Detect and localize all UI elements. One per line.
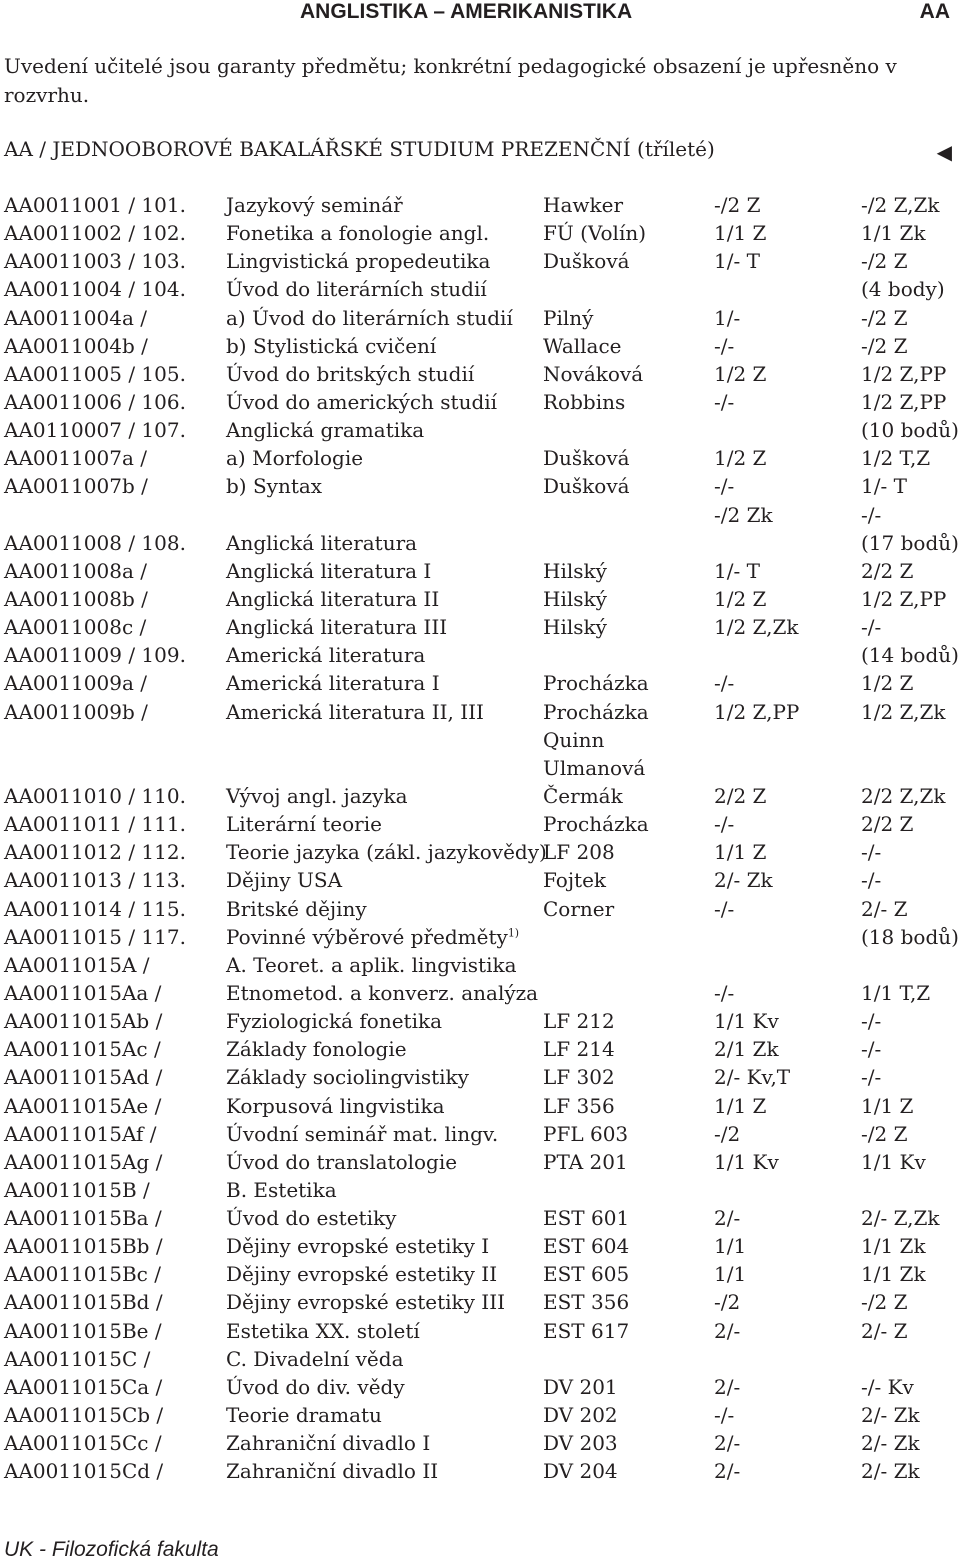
course-semester-1: 1/1 Z [714, 840, 767, 865]
course-teacher: Ulmanová [543, 755, 646, 780]
course-semester-1: 1/1 [714, 1262, 747, 1287]
course-code: AA0011015Cb / [4, 1403, 164, 1428]
course-semester-1: -/- [714, 812, 735, 837]
course-semester-1: 1/2 Z [714, 361, 767, 386]
course-semester-1: -/- [714, 333, 735, 358]
course-teacher: DV 203 [543, 1431, 618, 1456]
course-name: Úvod do amerických studií [226, 389, 498, 414]
course-semester-1: 1/1 Kv [714, 1149, 779, 1174]
course-code: AA0011010 / 110. [4, 783, 186, 808]
footer-text: UK - Filozofická fakulta [4, 1538, 219, 1561]
course-code: AA0011004 / 104. [4, 277, 186, 302]
course-semester-2: 1/2 Z,PP [861, 361, 947, 386]
course-name: Lingvistická propedeutika [226, 249, 491, 274]
course-teacher: PTA 201 [543, 1149, 628, 1174]
table-row [4, 1319, 960, 1347]
course-semester-1: -/- [714, 671, 735, 696]
course-teacher: Nováková [543, 361, 644, 386]
course-semester-2: -/- [861, 1065, 882, 1090]
course-name: Úvod do translatologie [226, 1149, 458, 1174]
course-semester-1: 2/- Zk [714, 868, 773, 893]
course-code: AA0011004a / [4, 305, 147, 330]
course-teacher: Procházka [543, 812, 649, 837]
table-row [4, 897, 960, 925]
course-semester-2: 1/2 Z,PP [861, 586, 947, 611]
course-code: AA0011015Af / [4, 1121, 157, 1146]
table-row [4, 1262, 960, 1290]
table-row [4, 531, 960, 559]
course-semester-1: -/- [714, 896, 735, 921]
course-semester-2: 1/2 Z,Zk [861, 699, 946, 724]
course-semester-2: (10 bodů) [861, 418, 959, 443]
table-row [4, 615, 960, 643]
course-semester-2: -/- [861, 1009, 882, 1034]
course-semester-2: 2/- Zk [861, 1459, 920, 1484]
course-name: Úvodní seminář mat. lingv. [226, 1121, 499, 1146]
course-semester-2: -/2 Z [861, 1290, 908, 1315]
course-semester-2: 2/2 Z [861, 812, 914, 837]
course-semester-2: (17 bodů) [861, 530, 959, 555]
course-semester-2: 2/2 Z [861, 558, 914, 583]
table-row [4, 1122, 960, 1150]
course-name: Úvod do estetiky [226, 1206, 397, 1231]
table-row [4, 981, 960, 1009]
course-semester-2: 1/1 Kv [861, 1149, 926, 1174]
course-semester-2: 2/- Z,Zk [861, 1206, 940, 1231]
course-semester-2: 1/2 Z [861, 671, 914, 696]
course-semester-1: 1/2 Z,Zk [714, 615, 799, 640]
course-name: Povinné výběrové předměty$^{1)}$ [226, 924, 520, 949]
table-row [4, 868, 960, 896]
table-row [4, 277, 960, 305]
course-semester-1: 2/- Kv,T [714, 1065, 791, 1090]
course-teacher: Pilný [543, 305, 594, 330]
course-code: AA0011013 / 113. [4, 868, 186, 893]
course-code: AA0110007 / 107. [4, 418, 186, 443]
course-code: AA0011015 / 117. [4, 924, 186, 949]
course-code: AA0011002 / 102. [4, 221, 186, 246]
course-semester-2: (18 bodů) [861, 924, 959, 949]
course-code: AA0011015Bd / [4, 1290, 163, 1315]
course-semester-1: -/- [714, 389, 735, 414]
course-semester-2: 1/2 Z,PP [861, 389, 947, 414]
course-semester-2: -/- [861, 615, 882, 640]
table-row [4, 1375, 960, 1403]
table-row [4, 1065, 960, 1093]
course-code: AA0011003 / 103. [4, 249, 186, 274]
course-name: Vývoj angl. jazyka [226, 783, 408, 808]
course-semester-1: 1/1 Z [714, 1093, 767, 1118]
course-semester-2: (4 body) [861, 277, 945, 302]
table-row [4, 1094, 960, 1122]
course-semester-1: 1/1 Kv [714, 1009, 779, 1034]
course-semester-1: 1/- T [714, 558, 760, 583]
section-title: AA / JEDNOOBOROVÉ BAKALÁŘSKÉ STUDIUM PREZENČNÍ (tříleté) [4, 137, 715, 161]
course-code: AA0011008c / [4, 615, 147, 640]
course-semester-1: 2/- [714, 1431, 741, 1456]
course-semester-2: 1/1 Z [861, 1093, 914, 1118]
course-teacher: Corner [543, 896, 615, 921]
course-code: AA0011015Ac / [4, 1037, 161, 1062]
page-code: AA [919, 0, 950, 23]
course-name: Úvod do britských studií [226, 361, 475, 386]
course-teacher: Wallace [543, 333, 622, 358]
course-semester-2: 2/- Zk [861, 1403, 920, 1428]
course-name: b) Syntax [226, 474, 323, 499]
course-semester-2: -/2 Z [861, 333, 908, 358]
course-teacher: Quinn [543, 727, 605, 752]
table-row [4, 812, 960, 840]
course-semester-1: 1/- [714, 305, 741, 330]
course-code: AA0011009b / [4, 699, 148, 724]
course-teacher: Hilský [543, 558, 607, 583]
table-row [4, 559, 960, 587]
course-name: Americká literatura [226, 643, 426, 668]
course-semester-2: 1/1 Zk [861, 1262, 926, 1287]
table-row [4, 1431, 960, 1459]
table-row [4, 503, 960, 531]
course-code: AA0011015Bb / [4, 1234, 163, 1259]
course-teacher: EST 604 [543, 1234, 630, 1259]
course-code: AA0011006 / 106. [4, 389, 186, 414]
course-code: AA0011015Cd / [4, 1459, 164, 1484]
course-teacher: LF 356 [543, 1093, 615, 1118]
course-name: Zahraniční divadlo II [226, 1459, 439, 1484]
course-name: Teorie jazyka (zákl. jazykovědy) [226, 840, 547, 865]
course-name: Anglická gramatika [226, 418, 425, 443]
course-code: AA0011015Cc / [4, 1431, 162, 1456]
course-semester-2: 1/2 T,Z [861, 446, 931, 471]
course-name: Anglická literatura II [226, 586, 440, 611]
course-teacher: Dušková [543, 446, 630, 471]
course-code: AA0011008 / 108. [4, 530, 186, 555]
course-code: AA0011015Aa / [4, 980, 162, 1005]
table-row [4, 1178, 960, 1206]
course-teacher: LF 302 [543, 1065, 615, 1090]
course-code: AA0011011 / 111. [4, 812, 186, 837]
course-teacher: PFL 603 [543, 1121, 629, 1146]
course-code: AA0011005 / 105. [4, 361, 186, 386]
course-semester-1: -/- [714, 1403, 735, 1428]
table-row [4, 249, 960, 277]
course-name: Etnometod. a konverz. analýza [226, 980, 539, 1005]
course-semester-2: 2/2 Z,Zk [861, 783, 946, 808]
table-row [4, 334, 960, 362]
course-semester-1: -/2 Z [714, 193, 761, 217]
course-code: AA0011001 / 101. [4, 193, 186, 217]
course-name: Anglická literatura III [226, 615, 448, 640]
page-header [0, 0, 960, 24]
table-row [4, 587, 960, 615]
course-teacher: Procházka [543, 671, 649, 696]
table-row [4, 418, 960, 446]
table-row [4, 784, 960, 812]
course-code: AA0011007a / [4, 446, 147, 471]
course-semester-2: -/- [861, 868, 882, 893]
table-row [4, 840, 960, 868]
table-row [4, 643, 960, 671]
course-semester-2: -/- [861, 840, 882, 865]
course-name: Teorie dramatu [226, 1403, 382, 1428]
course-name: Zahraniční divadlo I [226, 1431, 431, 1456]
course-teacher: LF 214 [543, 1037, 615, 1062]
course-teacher: LF 212 [543, 1009, 615, 1034]
course-teacher: EST 605 [543, 1262, 630, 1287]
course-teacher: LF 208 [543, 840, 615, 865]
course-name: Dějiny evropské estetiky II [226, 1262, 498, 1287]
course-name: Korpusová lingvistika [226, 1093, 445, 1118]
course-teacher: Robbins [543, 389, 626, 414]
course-name: Fonetika a fonologie angl. [226, 221, 490, 246]
course-teacher: DV 201 [543, 1374, 618, 1399]
course-code: AA0011015B / [4, 1177, 150, 1202]
course-teacher: Hilský [543, 586, 607, 611]
course-code: AA0011015Ad / [4, 1065, 163, 1090]
course-semester-2: 1/1 Zk [861, 1234, 926, 1259]
course-code: AA0011012 / 112. [4, 840, 186, 865]
table-row [4, 1459, 960, 1487]
course-code: AA0011015C / [4, 1346, 151, 1371]
table-row [4, 1290, 960, 1318]
course-name: Americká literatura II, III [226, 699, 484, 724]
course-semester-1: -/2 [714, 1121, 741, 1146]
course-semester-2: -/- Kv [861, 1374, 914, 1399]
course-name: Jazykový seminář [226, 193, 403, 217]
course-semester-2: 2/- Z [861, 896, 908, 921]
course-code: AA0011015Ca / [4, 1374, 163, 1399]
course-teacher: EST 617 [543, 1318, 630, 1343]
course-semester-1: 1/1 Z [714, 221, 767, 246]
course-code: AA0011009 / 109. [4, 643, 186, 668]
course-name: Úvod do div. vědy [226, 1374, 405, 1399]
course-code: AA0011015A / [4, 952, 150, 977]
course-teacher: Fojtek [543, 868, 607, 893]
course-teacher: Čermák [543, 783, 623, 808]
course-teacher: DV 204 [543, 1459, 618, 1484]
course-semester-2: -/2 Z [861, 249, 908, 274]
course-name: Úvod do literárních studií [226, 277, 487, 302]
course-code: AA0011015Ab / [4, 1009, 163, 1034]
course-semester-1: -/- [714, 474, 735, 499]
table-row [4, 953, 960, 981]
course-name: Základy sociolingvistiky [226, 1065, 469, 1090]
table-row [4, 306, 960, 334]
course-name: Britské dějiny [226, 896, 367, 921]
table-row [4, 1206, 960, 1234]
course-name: Estetika XX. století [226, 1318, 420, 1343]
course-teacher: Procházka [543, 699, 649, 724]
table-row [4, 671, 960, 699]
course-semester-2: 1/1 Zk [861, 221, 926, 246]
table-row [4, 390, 960, 418]
course-name: a) Úvod do literárních studií [226, 305, 513, 330]
course-teacher: FÚ (Volín) [543, 221, 647, 246]
course-teacher: Hawker [543, 193, 623, 217]
course-name: B. Estetika [226, 1177, 337, 1202]
course-semester-2: -/- [861, 1037, 882, 1062]
course-semester-1: 1/1 [714, 1234, 747, 1259]
intro-text: Uvedení učitelé jsou garanty předmětu; konkrétní pedagogické obsazení je upřesněno v rozvrhu. [4, 54, 897, 107]
course-semester-1: 2/1 Zk [714, 1037, 779, 1062]
course-teacher: Dušková [543, 474, 630, 499]
course-semester-1: 1/2 Z [714, 446, 767, 471]
course-name: Fyziologická fonetika [226, 1009, 443, 1034]
table-row [4, 756, 960, 784]
course-semester-1: 2/2 Z [714, 783, 767, 808]
course-semester-1: -/- [714, 980, 735, 1005]
table-row [4, 700, 960, 728]
course-semester-1: 2/- [714, 1459, 741, 1484]
course-table [4, 193, 960, 1487]
course-code: AA0011015Ae / [4, 1093, 162, 1118]
course-semester-1: -/2 Zk [714, 502, 773, 527]
course-name: A. Teoret. a aplik. lingvistika [226, 952, 517, 977]
course-teacher: EST 356 [543, 1290, 630, 1315]
course-name: Anglická literatura [226, 530, 418, 555]
course-semester-2: -/2 Z,Zk [861, 193, 940, 217]
course-code: AA0011015Ba / [4, 1206, 162, 1231]
table-row [4, 1037, 960, 1065]
course-semester-2: 2/- Zk [861, 1431, 920, 1456]
table-row [4, 1150, 960, 1178]
course-semester-2: -/2 Z [861, 305, 908, 330]
course-code: AA0011014 / 115. [4, 896, 186, 921]
footnote-mark: 1) [507, 926, 520, 939]
course-teacher: Dušková [543, 249, 630, 274]
course-semester-2: -/2 Z [861, 1121, 908, 1146]
course-teacher: EST 601 [543, 1206, 630, 1231]
course-code: AA0011015Ag / [4, 1149, 163, 1174]
course-code: AA0011009a / [4, 671, 147, 696]
table-row [4, 221, 960, 249]
table-row [4, 1234, 960, 1262]
course-semester-1: -/2 [714, 1290, 741, 1315]
table-row [4, 728, 960, 756]
table-row [4, 925, 960, 953]
table-row [4, 446, 960, 474]
table-row [4, 1403, 960, 1431]
course-semester-2: -/- [861, 502, 882, 527]
course-code: AA0011004b / [4, 333, 148, 358]
course-semester-1: 1/2 Z [714, 586, 767, 611]
course-semester-2: 1/1 T,Z [861, 980, 931, 1005]
course-name: C. Divadelní věda [226, 1346, 404, 1371]
course-name: Dějiny evropské estetiky III [226, 1290, 506, 1315]
course-name: Literární teorie [226, 812, 382, 837]
page-title: ANGLISTIKA – AMERIKANISTIKA [300, 0, 633, 23]
course-teacher: DV 202 [543, 1403, 618, 1428]
course-code: AA0011007b / [4, 474, 148, 499]
course-code: AA0011008a / [4, 558, 147, 583]
course-semester-2: 2/- Z [861, 1318, 908, 1343]
course-code: AA0011015Be / [4, 1318, 162, 1343]
course-code: AA0011015Bc / [4, 1262, 161, 1287]
course-code: AA0011008b / [4, 586, 148, 611]
course-name: a) Morfologie [226, 446, 364, 471]
course-name: Americká literatura I [226, 671, 440, 696]
course-semester-2: (14 bodů) [861, 643, 959, 668]
course-semester-1: 2/- [714, 1318, 741, 1343]
arrow-left-icon[interactable]: ◀ [936, 140, 952, 164]
table-row [4, 193, 960, 221]
table-row [4, 1347, 960, 1375]
table-row [4, 474, 960, 502]
course-name: Základy fonologie [226, 1037, 407, 1062]
course-name: Dějiny USA [226, 868, 343, 893]
course-semester-1: 1/- T [714, 249, 760, 274]
table-row [4, 362, 960, 390]
table-row [4, 1009, 960, 1037]
course-name: b) Stylistická cvičení [226, 333, 437, 358]
course-semester-1: 1/2 Z,PP [714, 699, 800, 724]
course-teacher: Hilský [543, 615, 607, 640]
course-semester-1: 2/- [714, 1206, 741, 1231]
course-name: Anglická literatura I [226, 558, 432, 583]
course-semester-1: 2/- [714, 1374, 741, 1399]
course-semester-2: 1/- T [861, 474, 907, 499]
course-name: Dějiny evropské estetiky I [226, 1234, 490, 1259]
